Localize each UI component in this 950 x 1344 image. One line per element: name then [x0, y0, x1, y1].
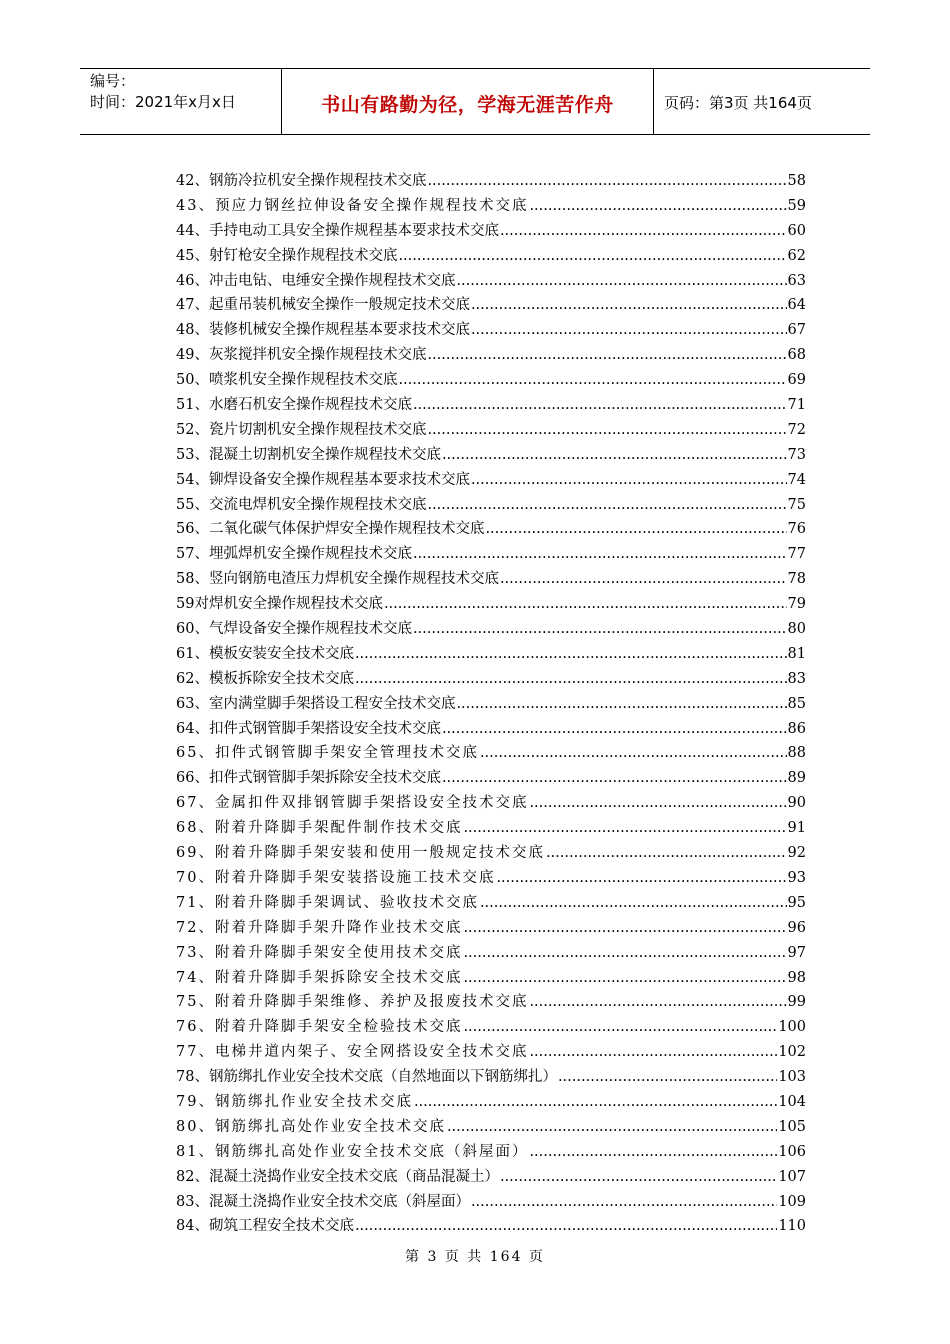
toc-leader-dots: [355, 667, 787, 692]
toc-entry[interactable]: [176, 368, 806, 393]
toc-leader-dots: [414, 1090, 777, 1115]
toc-entry-page: 86: [787, 720, 806, 737]
toc-entry-title: 69、附着升降脚手架安装和使用一般规定技术交底: [176, 845, 545, 862]
toc-leader-dots: [500, 219, 787, 244]
toc-entry-title: 43、预应力钢丝拉伸设备安全操作规程技术交底: [176, 197, 529, 214]
toc-entry-page: 72: [787, 421, 806, 438]
toc-entry-title: 47、起重吊装机械安全操作一般规定技术交底: [176, 297, 470, 314]
toc-entry-title: 62、模板拆除安全技术交底: [176, 670, 354, 687]
toc-entry-title: 80、钢筋绑扎高处作业安全技术交底: [176, 1118, 446, 1135]
toc-entry[interactable]: [176, 766, 806, 791]
toc-entry-title: 75、附着升降脚手架维修、养护及报废技术交底: [176, 994, 529, 1011]
toc-entry-page: 89: [787, 770, 806, 787]
toc-entry-title: 59对焊机安全操作规程技术交底: [176, 596, 383, 613]
toc-entry-title: 52、瓷片切割机安全操作规程技术交底: [176, 421, 427, 438]
toc-entry[interactable]: [176, 916, 806, 941]
toc-leader-dots: [500, 567, 787, 592]
toc-entry[interactable]: [176, 1214, 806, 1239]
toc-entry-page: 90: [787, 795, 806, 812]
toc-entry[interactable]: [176, 1065, 806, 1090]
toc-entry[interactable]: [176, 567, 806, 592]
toc-entry[interactable]: [176, 493, 806, 518]
toc-entry[interactable]: [176, 269, 806, 294]
toc-entry[interactable]: [176, 1140, 806, 1165]
toc-entry-page: 74: [787, 471, 806, 488]
toc-entry-page: 104: [778, 1093, 806, 1110]
toc-entry-title: 50、喷浆机安全操作规程技术交底: [176, 372, 398, 389]
toc-leader-dots: [355, 642, 787, 667]
toc-entry-title: 79、钢筋绑扎作业安全技术交底: [176, 1093, 413, 1110]
toc-leader-dots: [529, 1040, 777, 1065]
header-page-code: 页码：第3页 共164页: [664, 94, 812, 112]
toc-entry-page: 85: [787, 695, 806, 712]
toc-entry-title: 51、水磨石机安全操作规程技术交底: [176, 397, 412, 414]
toc-entry-page: 106: [778, 1143, 806, 1160]
toc-entry-title: 45、射钉枪安全操作规程技术交底: [176, 247, 398, 264]
table-of-contents: [176, 169, 806, 1239]
toc-leader-dots: [471, 1190, 777, 1215]
toc-entry[interactable]: [176, 816, 806, 841]
toc-entry-title: 73、附着升降脚手架安全使用技术交底: [176, 944, 463, 961]
toc-entry[interactable]: [176, 1090, 806, 1115]
toc-entry-page: 100: [778, 1019, 806, 1036]
toc-entry-page: 109: [778, 1193, 806, 1210]
toc-entry-page: 77: [787, 546, 806, 563]
toc-leader-dots: [447, 1115, 777, 1140]
toc-leader-dots: [471, 293, 787, 318]
toc-entry-page: 71: [787, 397, 806, 414]
toc-entry-page: 60: [787, 222, 806, 239]
toc-entry-title: 84、砌筑工程安全技术交底: [176, 1218, 354, 1235]
toc-leader-dots: [427, 418, 786, 443]
toc-leader-dots: [413, 393, 787, 418]
toc-entry-title: 49、灰浆搅拌机安全操作规程技术交底: [176, 347, 427, 364]
toc-leader-dots: [558, 1065, 777, 1090]
toc-leader-dots: [427, 493, 786, 518]
page-header: [80, 68, 870, 135]
toc-entry[interactable]: [176, 791, 806, 816]
toc-leader-dots: [413, 542, 787, 567]
toc-entry-title: 78、钢筋绑扎作业安全技术交底（自然地面以下钢筋绑扎）: [176, 1069, 557, 1086]
toc-entry-page: 69: [787, 372, 806, 389]
toc-leader-dots: [463, 1015, 777, 1040]
toc-entry-title: 53、混凝土切割机安全操作规程技术交底: [176, 446, 441, 463]
toc-entry-title: 44、手持电动工具安全操作规程基本要求技术交底: [176, 222, 499, 239]
toc-entry-page: 97: [787, 944, 806, 961]
toc-entry[interactable]: [176, 343, 806, 368]
toc-leader-dots: [463, 966, 786, 991]
toc-entry-title: 77、电梯井道内架子、安全网搭设安全技术交底: [176, 1044, 529, 1061]
toc-entry-title: 60、气焊设备安全操作规程技术交底: [176, 621, 412, 638]
toc-entry[interactable]: [176, 1040, 806, 1065]
toc-entry-page: 63: [787, 272, 806, 289]
toc-leader-dots: [456, 692, 786, 717]
toc-entry-title: 55、交流电焊机安全操作规程技术交底: [176, 496, 427, 513]
toc-entry[interactable]: [176, 667, 806, 692]
toc-entry[interactable]: [176, 966, 806, 991]
toc-entry[interactable]: [176, 443, 806, 468]
header-meta: [80, 69, 282, 134]
toc-entry[interactable]: [176, 891, 806, 916]
toc-leader-dots: [463, 941, 786, 966]
toc-entry[interactable]: [176, 1015, 806, 1040]
toc-entry-page: 78: [787, 571, 806, 588]
toc-entry-title: 82、混凝土浇捣作业安全技术交底（商品混凝土）: [176, 1168, 499, 1185]
page-footer: 第 3 页 共 164 页: [405, 1249, 545, 1265]
toc-entry[interactable]: [176, 1115, 806, 1140]
toc-leader-dots: [384, 592, 787, 617]
toc-entry-page: 107: [778, 1168, 806, 1185]
toc-leader-dots: [398, 368, 786, 393]
toc-entry-page: 73: [787, 446, 806, 463]
toc-entry-page: 95: [787, 894, 806, 911]
toc-entry-title: 61、模板安装安全技术交底: [176, 645, 354, 662]
toc-entry-page: 98: [787, 969, 806, 986]
toc-entry-title: 70、附着升降脚手架安装搭设施工技术交底: [176, 869, 496, 886]
toc-leader-dots: [355, 1214, 777, 1239]
toc-entry[interactable]: [176, 293, 806, 318]
toc-entry-page: 64: [787, 297, 806, 314]
toc-entry-page: 103: [778, 1069, 806, 1086]
toc-entry[interactable]: [176, 841, 806, 866]
toc-entry-page: 91: [787, 820, 806, 837]
toc-entry-title: 65、扣件式钢管脚手架安全管理技术交底: [176, 745, 479, 762]
toc-entry-page: 58: [787, 173, 806, 189]
toc-entry[interactable]: [176, 468, 806, 493]
toc-entry-page: 99: [787, 994, 806, 1011]
toc-entry-title: 57、埋弧焊机安全操作规程技术交底: [176, 546, 412, 563]
toc-leader-dots: [471, 468, 787, 493]
toc-entry[interactable]: [176, 244, 806, 269]
toc-entry[interactable]: [176, 592, 806, 617]
toc-entry[interactable]: [176, 517, 806, 542]
toc-entry-page: 93: [787, 869, 806, 886]
toc-entry-page: 110: [778, 1218, 806, 1235]
toc-entry-page: 102: [778, 1044, 806, 1061]
toc-entry[interactable]: [176, 219, 806, 244]
toc-entry-title: 46、冲击电钻、电缍安全操作规程技术交底: [176, 272, 456, 289]
toc-entry-title: 66、扣件式钢管脚手架拆除安全技术交底: [176, 770, 441, 787]
toc-leader-dots: [471, 318, 787, 343]
document-time: 时间：2021年x月x日: [90, 93, 236, 111]
toc-leader-dots: [485, 517, 786, 542]
toc-entry[interactable]: [176, 990, 806, 1015]
toc-entry[interactable]: [176, 717, 806, 742]
toc-entry-title: 74、附着升降脚手架拆除安全技术交底: [176, 969, 463, 986]
toc-leader-dots: [480, 741, 787, 766]
toc-entry-page: 76: [787, 521, 806, 538]
toc-entry-title: 64、扣件式钢管脚手架搭设安全技术交底: [176, 720, 441, 737]
toc-entry[interactable]: [176, 642, 806, 667]
toc-entry-page: 59: [787, 197, 806, 214]
toc-leader-dots: [500, 1165, 777, 1190]
toc-leader-dots: [529, 791, 786, 816]
toc-leader-dots: [398, 244, 786, 269]
toc-entry-page: 92: [787, 845, 806, 862]
toc-leader-dots: [529, 990, 786, 1015]
toc-entry[interactable]: [176, 866, 806, 891]
toc-leader-dots: [546, 841, 787, 866]
toc-entry-page: 96: [787, 919, 806, 936]
toc-entry[interactable]: [176, 393, 806, 418]
toc-entry-page: 67: [787, 322, 806, 339]
toc-entry-title: 54、铆焊设备安全操作规程基本要求技术交底: [176, 471, 470, 488]
toc-entry-page: 75: [787, 496, 806, 513]
toc-entry-title: 56、二氧化碳气体保护焊安全操作规程技术交底: [176, 521, 485, 538]
toc-entry-page: 79: [787, 596, 806, 613]
toc-entry[interactable]: [176, 692, 806, 717]
toc-entry-title: 76、附着升降脚手架安全检验技术交底: [176, 1019, 463, 1036]
toc-entry-page: 105: [778, 1118, 806, 1135]
toc-leader-dots: [442, 766, 787, 791]
toc-entry-page: 68: [787, 347, 806, 364]
document-number: 编号：: [90, 72, 136, 90]
toc-leader-dots: [496, 866, 786, 891]
toc-leader-dots: [529, 1140, 777, 1165]
toc-entry-title: 48、装修机械安全操作规程基本要求技术交底: [176, 322, 470, 339]
toc-leader-dots: [456, 269, 786, 294]
toc-entry[interactable]: [176, 741, 806, 766]
toc-entry-page: 80: [787, 621, 806, 638]
toc-entry-page: 88: [787, 745, 806, 762]
toc-entry-title: 42、钢筋冷拉机安全操作规程技术交底: [176, 173, 427, 189]
toc-entry[interactable]: [176, 542, 806, 567]
toc-entry-title: 83、混凝土浇捣作业安全技术交底（斜屋面）: [176, 1193, 470, 1210]
toc-entry-title: 81、钢筋绑扎高处作业安全技术交底（斜屋面）: [176, 1143, 529, 1160]
toc-leader-dots: [463, 816, 786, 841]
toc-entry[interactable]: [176, 617, 806, 642]
toc-entry-title: 67、金属扣件双排钢管脚手架搭设安全技术交底: [176, 795, 529, 812]
toc-entry[interactable]: [176, 418, 806, 443]
toc-entry-title: 68、附着升降脚手架配件制作技术交底: [176, 820, 463, 837]
toc-leader-dots: [413, 617, 787, 642]
toc-leader-dots: [480, 891, 787, 916]
toc-leader-dots: [442, 443, 787, 468]
toc-entry-title: 58、竖向钢筋电渣压力焊机安全操作规程技术交底: [176, 571, 499, 588]
toc-leader-dots: [427, 169, 786, 194]
toc-entry-title: 72、附着升降脚手架升降作业技术交底: [176, 919, 463, 936]
toc-entry-title: 71、附着升降脚手架调试、验收技术交底: [176, 894, 479, 911]
toc-entry[interactable]: [176, 318, 806, 343]
toc-entry-page: 83: [787, 670, 806, 687]
toc-leader-dots: [463, 916, 786, 941]
toc-entry-title: 63、室内满堂脚手架搭设工程安全技术交底: [176, 695, 456, 712]
toc-leader-dots: [442, 717, 787, 742]
toc-leader-dots: [529, 194, 786, 219]
toc-leader-dots: [427, 343, 786, 368]
toc-entry[interactable]: [176, 169, 806, 194]
toc-entry[interactable]: [176, 1190, 806, 1215]
toc-entry[interactable]: [176, 941, 806, 966]
toc-entry-page: 62: [787, 247, 806, 264]
header-motto: 书山有路勤为径，学海无涯苦作舟: [282, 69, 654, 134]
toc-entry[interactable]: [176, 194, 806, 219]
toc-entry-page: 81: [787, 645, 806, 662]
toc-entry[interactable]: [176, 1165, 806, 1190]
